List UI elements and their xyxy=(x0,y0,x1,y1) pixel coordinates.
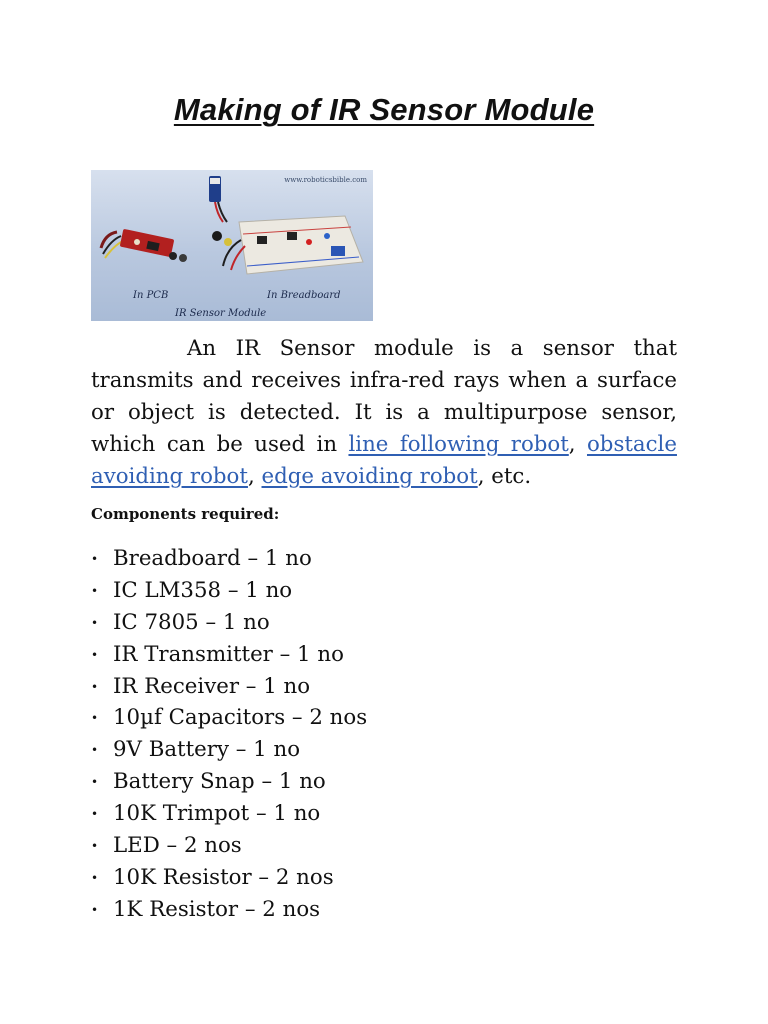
bullet: • xyxy=(91,807,99,822)
bullet: • xyxy=(91,870,99,885)
component-label: 1K Resistor – 2 nos xyxy=(113,896,321,922)
component-label: 10µf Capacitors – 2 nos xyxy=(113,705,368,731)
component-label: IR Transmitter – 1 no xyxy=(113,641,344,667)
intro-separator-1: , xyxy=(568,432,587,457)
list-item xyxy=(91,639,367,671)
component-label: 10K Trimpot – 1 no xyxy=(113,801,321,827)
component-label: LED – 2 nos xyxy=(113,833,242,859)
component-label: 9V Battery – 1 no xyxy=(113,737,301,763)
bullet: • xyxy=(91,615,99,630)
list-item xyxy=(91,575,367,607)
bullet: • xyxy=(91,902,99,917)
components-list xyxy=(91,543,367,926)
list-item xyxy=(91,830,367,862)
list-item xyxy=(91,702,367,734)
photo-watermark: www.roboticsbible.com xyxy=(284,176,367,184)
list-item xyxy=(91,607,367,639)
ir-sensor-module-photo xyxy=(91,170,373,321)
bullet: • xyxy=(91,552,99,566)
list-item xyxy=(91,862,367,894)
link-line-following-robot[interactable]: line following robot xyxy=(348,432,569,457)
bullet: • xyxy=(91,839,99,854)
bullet: • xyxy=(91,743,99,758)
link-obstacle-avoiding-robot[interactable]: obstacle avoiding robot xyxy=(91,432,677,489)
list-item xyxy=(91,798,367,830)
intro-text-end: , etc. xyxy=(477,464,532,489)
photo-label-breadboard: In Breadboard xyxy=(267,290,341,301)
bullet: • xyxy=(91,775,99,790)
component-label: Battery Snap – 1 no xyxy=(113,769,326,795)
link-edge-avoiding-robot[interactable]: edge avoiding robot xyxy=(261,464,478,489)
list-item xyxy=(91,671,367,703)
bullet: • xyxy=(91,679,99,694)
bullet: • xyxy=(91,647,99,662)
component-label: IC LM358 – 1 no xyxy=(113,577,293,603)
list-item xyxy=(91,894,367,926)
list-item xyxy=(91,543,367,575)
list-item xyxy=(91,766,367,798)
bullet: • xyxy=(91,711,99,726)
component-label: Breadboard – 1 no xyxy=(113,546,312,571)
photo-caption: IR Sensor Module xyxy=(175,308,267,319)
list-item xyxy=(91,734,367,766)
component-label: 10K Resistor – 2 nos xyxy=(113,864,334,890)
components-heading: Components required: xyxy=(91,505,280,523)
page-title: Making of IR Sensor Module xyxy=(173,92,595,127)
component-label: IR Receiver – 1 no xyxy=(113,673,311,699)
intro-paragraph xyxy=(91,333,677,493)
intro-text: An IR Sensor module is a sensor that transmits and receives infra-red rays when a surface or object is detected. It is a multipurpose sensor, which can be used in xyxy=(91,336,677,457)
intro-separator-2: , xyxy=(247,464,262,489)
bullet: • xyxy=(91,583,99,598)
component-label: IC 7805 – 1 no xyxy=(113,609,270,635)
photo-label-pcb: In PCB xyxy=(133,290,169,301)
